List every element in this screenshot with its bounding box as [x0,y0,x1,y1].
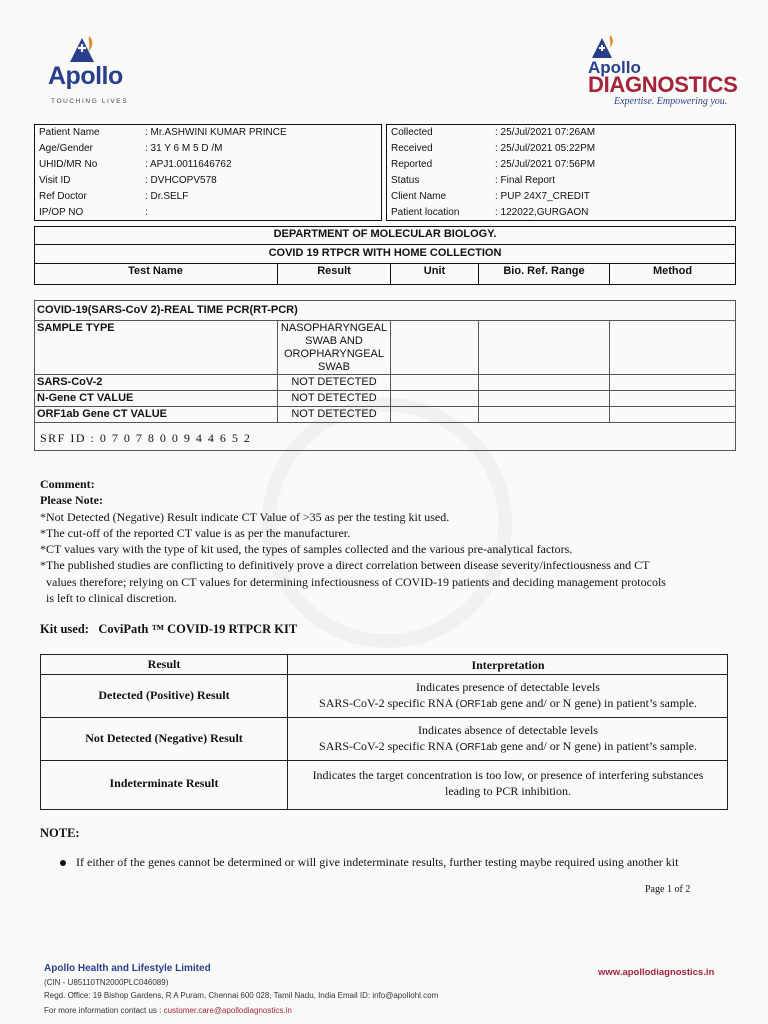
note-bullet-text: If either of the genes cannot be determined or will give indeterminate results, further testing maybe required using another kit [76,855,679,869]
field-value: : [145,207,148,218]
footer-contact [44,1006,292,1015]
comment-line: is left to clinical discretion. [46,591,177,606]
field-label: Reported [391,159,433,170]
comment-heading: Comment: [40,477,95,491]
sample-type-line: OROPHARYNGEAL [283,348,385,360]
result-row-name: N-Gene CT VALUE [37,392,134,404]
comment-line: values therefore; relying on CT values for determining infectiousness of COVID-19 patients and deciding management protocols [46,574,666,589]
footer-cin: (CIN - U85110TN2000PLC046089) [44,978,169,987]
kit-label: Kit used: [40,622,89,636]
field-value: : 31 Y 6 M 5 D /M [145,143,223,154]
patient-info-box [34,124,382,221]
field-label: Ref Doctor [39,191,87,202]
result-row-name: SARS-CoV-2 [37,376,103,388]
col-header-method: Method [652,265,693,277]
note-bullet [60,855,678,870]
field-value: : PUP 24X7_CREDIT [495,191,590,202]
result-row-name: ORF1ab Gene CT VALUE [37,408,167,420]
field-value: : 25/Jul/2021 05:22PM [495,143,596,154]
apollo-logo-text: Apollo [48,62,123,90]
apollo-diagnostics-logo [578,34,738,110]
footer-website[interactable]: www.apollodiagnostics.in [598,967,715,978]
result-row-value: NOT DETECTED [291,376,377,388]
note-heading: NOTE: [40,826,80,840]
col-header-result: Result [317,265,351,277]
field-label: Collected [391,127,433,138]
results-table [34,300,736,423]
interp-result-indeterminate: Indeterminate Result [109,776,219,790]
field-value: : Final Report [495,175,556,186]
diagnostics-tagline: Expertise. Empowering you. [614,96,728,107]
interp-text-not-detected [289,722,727,756]
footer-address: Regd. Office: 19 Bishop Gardens, R A Puram, Chennai 600 028, Tamil Nadu, India Email ID: info@apollohl.com [44,991,439,1000]
comment-line: *The cut-off of the reported CT value is as per the manufacturer. [40,525,351,540]
apollo-logo [48,34,138,110]
col-header-ref-range: Bio. Ref. Range [503,265,585,277]
footer-contact-email[interactable]: customer.care@apollodiagnostics.in [163,1006,292,1015]
comment-section [40,476,740,606]
field-label: Visit ID [39,175,71,186]
interp-result-not-detected: Not Detected (Negative) Result [85,731,243,745]
footer-company: Apollo Health and Lifestyle Limited [44,963,211,974]
interp-line: Indicates absence of detectable levels [418,723,598,737]
field-value: : 25/Jul/2021 07:26AM [495,127,596,138]
interp-result-detected: Detected (Positive) Result [98,688,230,702]
field-value: : 122022,GURGAON [495,207,589,218]
field-label: Received [391,143,433,154]
field-value: : Dr.SELF [145,191,189,202]
test-title: COVID 19 RTPCR WITH HOME COLLECTION [268,247,502,259]
apollo-emblem-icon [62,34,102,64]
col-header-unit: Unit [423,265,446,277]
kit-name: CoviPath ™ COVID-19 RTPCR KIT [98,622,298,636]
results-title: COVID-19(SARS-CoV 2)-REAL TIME PCR(RT-PCR) [37,304,298,316]
interp-line: SARS-CoV-2 specific RNA (ORF1ab gene and/ or N gene) in patient’s sample. [319,739,697,753]
interp-line: Indicates presence of detectable levels [416,680,600,694]
interp-line: SARS-CoV-2 specific RNA (ORF1ab gene and/ or N gene) in patient’s sample. [319,696,697,710]
sample-type-line: SWAB AND [305,335,363,347]
field-value: : APJ1.0011646762 [145,159,232,170]
field-label: UHID/MR No [39,159,98,170]
field-label: Patient location [391,207,460,218]
field-label: IP/OP NO [39,207,84,218]
field-value: : 25/Jul/2021 07:56PM [495,159,596,170]
interp-text-detected [289,679,727,713]
apollo-diagnostics-emblem-icon [588,34,622,60]
interp-header-interpretation: Interpretation [471,658,545,672]
field-value: : DVHCOPV578 [145,175,217,186]
comment-line: *CT values vary with the type of kit used, the types of samples collected and the various pre-analytical factors. [40,542,573,557]
field-label: Patient Name [39,127,100,138]
interp-line: Indicates the target concentration is too low, or presence of interfering substances [312,768,704,782]
interp-header-result: Result [147,657,181,671]
diagnostics-logo-brand: Apollo [588,58,641,77]
department-header-table [34,226,736,285]
col-header-test-name: Test Name [128,265,183,277]
result-row-name: SAMPLE TYPE [37,322,115,334]
kit-used [40,622,297,637]
apollo-tagline: TOUCHING LIVES [51,98,129,105]
field-label: Client Name [391,191,447,202]
footer-contact-label: For more information contact us : [44,1006,164,1015]
field-value: : Mr.ASHWINI KUMAR PRINCE [145,127,287,138]
result-row-value: NOT DETECTED [291,392,377,404]
srf-id: SRF ID : 0 7 0 7 8 0 0 9 4 4 6 5 2 [40,431,252,445]
sample-type-line: SWAB [318,361,350,373]
report-info-box [386,124,736,221]
please-note-heading: Please Note: [40,493,103,508]
comment-line: *The published studies are conflicting to definitively prove a direct correlation between disease severity/infectiousness and CT [40,558,650,573]
diagnostics-logo-word: DIAGNOSTICS [588,72,738,97]
bullet-icon [60,860,66,866]
sample-type-line: NASOPHARYNGEAL [280,322,388,334]
interp-line: leading to PCR inhibition. [444,784,571,798]
interpretation-table [40,654,728,810]
field-label: Status [391,175,420,186]
footer [0,955,768,1024]
comment-line: *Not Detected (Negative) Result indicate CT Value of >35 as per the testing kit used. [40,509,450,524]
result-row-value: NOT DETECTED [291,408,377,420]
result-row-value [278,322,390,374]
interp-text-indeterminate [289,767,727,799]
department-title: DEPARTMENT OF MOLECULAR BIOLOGY. [273,228,497,240]
field-label: Age/Gender [39,143,93,154]
page-number: Page 1 of 2 [645,884,691,895]
